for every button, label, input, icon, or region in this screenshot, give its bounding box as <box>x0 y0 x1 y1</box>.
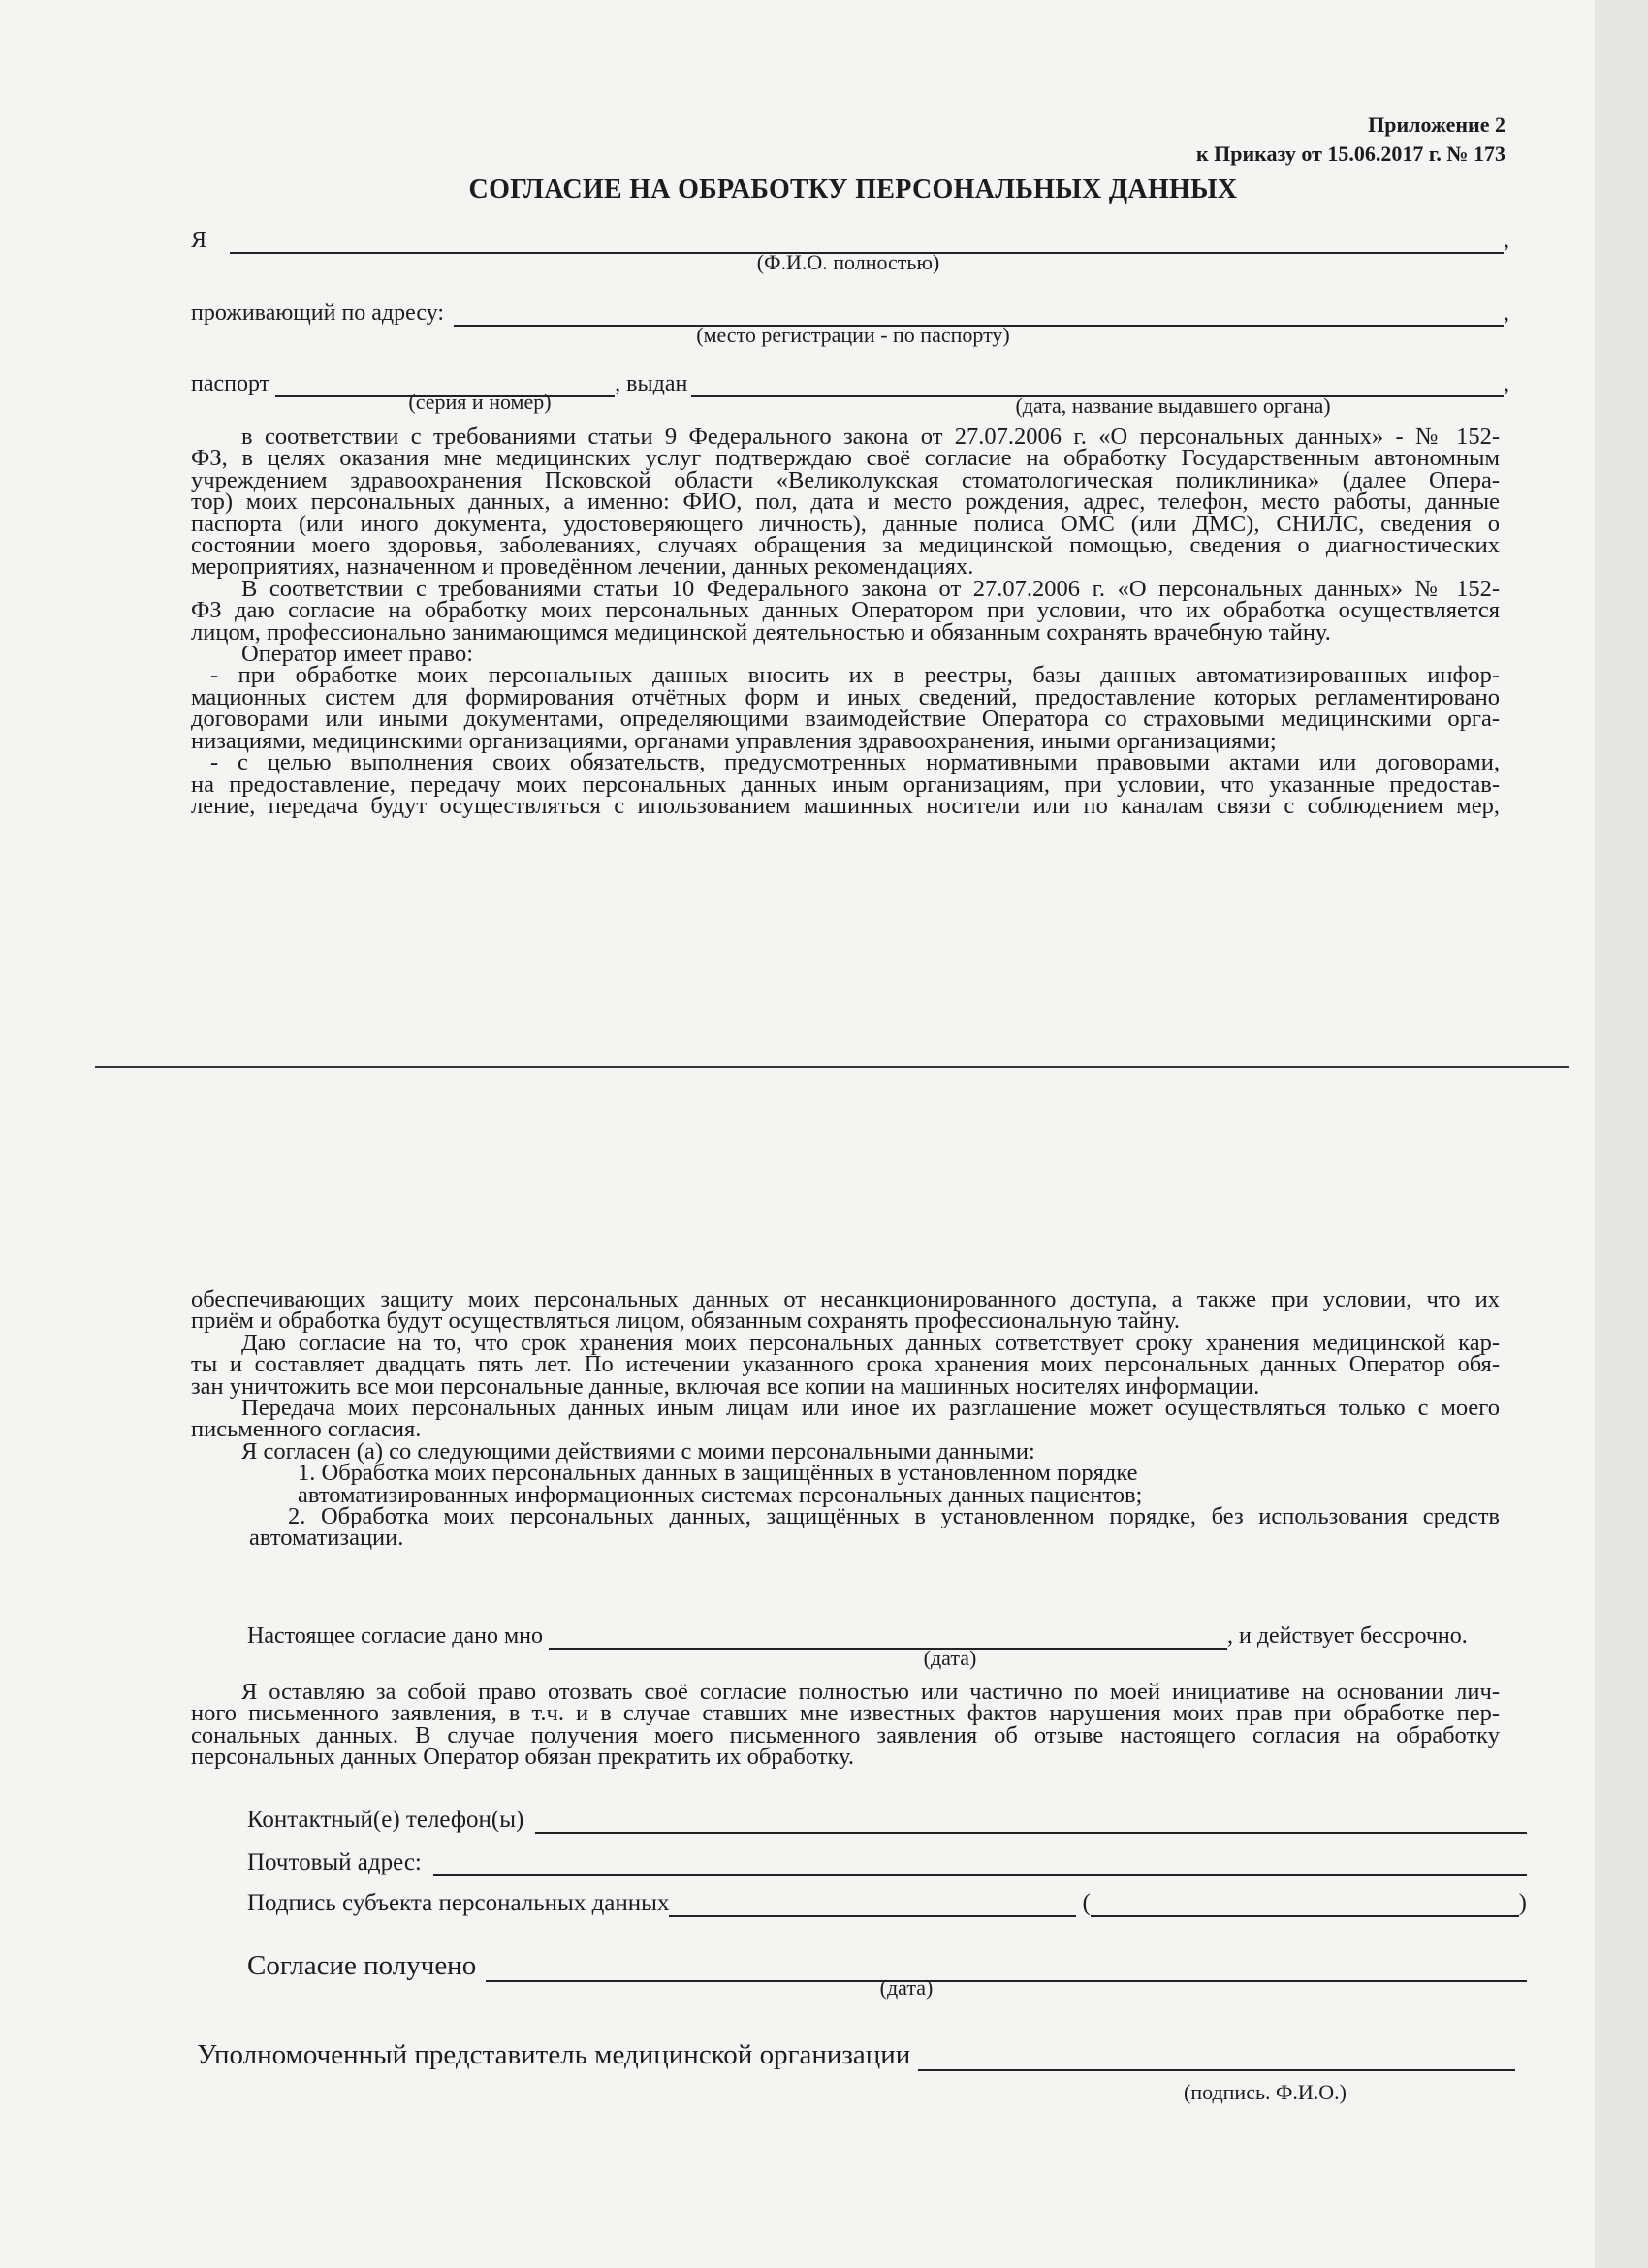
subject-name-input-line[interactable] <box>1091 1894 1519 1917</box>
postal-address-input-line[interactable] <box>433 1853 1527 1876</box>
name-caption: (Ф.И.О. полностью) <box>756 250 940 274</box>
agreed-actions-heading: Я согласен (а) со следующими действиями с моими персональными данными: <box>241 1437 1035 1465</box>
issued-label: , выдан <box>615 371 688 396</box>
received-date-caption: (дата) <box>879 1975 934 2000</box>
disclosure-paragraph: Передача моих персональных данных иным лицам или иное их разглашение может осуществляться только с моего <box>241 1395 1500 1422</box>
representative-caption: (подпись. Ф.И.О.) <box>1184 2080 1347 2104</box>
passport-caption: (серия и номер) <box>408 390 552 414</box>
medical-secret-paragraph: В соответствии с требованиями статьи 10 Федерального закона от 27.07.2006 г. «О персональных данных» № 152- <box>241 575 1500 602</box>
representative-label: Уполномоченный представитель медицинской организации <box>197 2039 911 2070</box>
legal-basis-paragraph: в соответствии с требованиями статьи 9 Федерального закона от 27.07.2006 г. «О персональных данных» - № 152- <box>241 424 1500 450</box>
document-title: СОГЛАСИЕ НА ОБРАБОТКУ ПЕРСОНАЛЬНЫХ ДАННЫХ <box>468 174 1238 205</box>
agreed-action-1: 1. Обработка моих персональных данных в защищённых в установленном порядке автоматизированных информационных системах персональных данных пациентов; <box>298 1460 1143 1508</box>
representative-row <box>197 2039 1515 2071</box>
passport-comma: , <box>1504 371 1509 396</box>
postal-field-row <box>247 1849 1527 1876</box>
operator-right-registries: - при обработке моих персональных данных вносить их в реестры, базы данных автоматизированных инфор- <box>210 662 1500 689</box>
subject-signature-row <box>247 1890 1527 1917</box>
consent-received-label: Согласие получено <box>247 1950 477 1981</box>
phone-label: Контактный(е) телефон(ы) <box>247 1807 524 1833</box>
open-paren: ( <box>1082 1890 1091 1916</box>
consent-given-suffix: , и действует бессрочно. <box>1226 1623 1468 1649</box>
consent-body-top: в соответствии с требованиями статьи 9 Федерального закона от 27.07.2006 г. «О персональных данных» - № 152- ФЗ, в целях оказания мне медицинских услуг подтверждаю своё согласие на обработку Государственным автономным учреждением здравоохранения Псковской области «Великолукская стоматологическая поликлиника» (далее Опера- тор) моих персональных данных, а именно: ФИО, пол, дата и место рождения, адрес, телефон, место работы, данные паспорта (или иного документа, удостоверяющего личность), данные полиса ОМС (или ДМС), СНИЛС, сведения о состоянии моего здоровья, заболеваниях, случаях обращения за медицинской помощью, сведения о диагностических мероприятиях, назначенном и проведённом лечении, данных рекомендациях. В соответствии с требованиями статьи 10 Федерального закона от 27.07.2006 г. «О персональных данных» № 152- ФЗ даю согласие на обработку моих персональных данных Оператором при условии, что их обработка осуществляется лицом, профессионально занимающимся медицинской деятельностью и обязанным сохранять врачебную тайну. Оператор имеет право: - при обработке моих персональных данных вносить их в реестры, базы данных автоматизированных инфор- мационных систем для формирования отчётных форм и иных сведений, предоставление которых регламентировано договорами или иными документами, определяющими взаимодействие Оператора со страховыми медицинскими орга- низациями, медицинскими организациями, органами управления здравоохранения, иными организациями; - с целью выполнения своих обязательств, предусмотренных нормативными правовыми актами или договорами, на предоставление, передачу моих персональных данных иным организациям, при условии, что указанные предостав- ление, передача будут осуществляться с ипользованием машинных носители или по каналам связи с соблюдением мер, <box>191 424 1500 819</box>
consent-date-row <box>247 1621 1527 1650</box>
appendix-number: Приложение 2 <box>1368 112 1505 137</box>
address-caption: (место регистрации - по паспорту) <box>696 323 1010 347</box>
postal-address-label: Почтовый адрес: <box>247 1849 422 1875</box>
consent-date-input-line[interactable] <box>549 1626 1227 1650</box>
issued-caption: (дата, название выдавшего органа) <box>1015 394 1331 418</box>
agreed-action-2: 2. Обработка моих персональных данных, защищённых в установленном порядке, без использования средств <box>288 1503 1500 1530</box>
consent-body-bottom: обеспечивающих защиту моих персональных данных от несанкционированного доступа, а также при условии, что их приём и обработка будут осуществляться лицом, обязанным сохранять профессиональную тайну. Даю согласие на то, что срок хранения моих персональных данных сответствует сроку хранения медицинской кар- ты и составляет двадцать пять лет. По истечении указанного срока хранения моих персональных данных Оператор обя- зан уничтожить все мои персональные данные, включая все копии на машинных носителях информации. Передача моих персональных данных иным лицам или иное их разглашение может осуществляться только с моего письменного согласия. Я согласен (а) со следующими действиями с моими персональными данными: 1. Обработка моих персональных данных в защищённых в установленном порядке автоматизированных информационных системах персональных данных пациентов; 2. Обработка моих персональных данных, защищённых в установленном порядке, без использования средств автоматизации. <box>191 1286 1500 1552</box>
operator-rights-heading: Оператор имеет право: <box>241 641 474 668</box>
received-date-input-line[interactable] <box>486 1959 1527 1982</box>
operator-right-transfer: - с целью выполнения своих обязательств, предусмотренных нормативными правовыми актами или договорами, <box>210 749 1500 776</box>
subject-signature-label: Подпись субъекта персональных данных <box>247 1890 670 1916</box>
phone-input-line[interactable] <box>535 1811 1527 1834</box>
protection-paragraph: обеспечивающих защиту моих персональных данных от несанкционированного доступа, а также при условии, что их приём и обработка будут осуществляться лицом, обязанным сохранять профессиональную тайну. <box>191 1286 1500 1335</box>
address-comma: , <box>1504 300 1509 326</box>
name-comma: , <box>1504 228 1509 253</box>
passport-label: паспорт <box>191 371 270 396</box>
address-label: проживающий по адресу: <box>191 300 445 326</box>
order-reference: к Приказу от 15.06.2017 г. № 173 <box>1195 142 1505 166</box>
storage-period-paragraph: Даю согласие на то, что срок хранения моих персональных данных сответствует сроку хранения медицинской кар- <box>241 1329 1500 1356</box>
name-prefix: Я <box>191 228 207 253</box>
subject-signature-input-line[interactable] <box>669 1894 1076 1917</box>
consent-given-label: Настоящее согласие дано мно <box>247 1623 543 1649</box>
revocation-paragraph: Я оставляю за собой право отозвать своё согласие полностью или частично по моей инициативе на основании лич- ного письменного заявления, в т.ч. и в случае ставших мне известных фактов нарушения моих прав при обработке пер- сональных данных. В случае получения моего письменного заявления об отзыве настоящего согласия на обработку персональных данных Оператор обязан прекратить их обработку. <box>191 1679 1500 1771</box>
consent-date-caption: (дата) <box>923 1646 977 1670</box>
phone-field-row <box>247 1807 1527 1834</box>
close-paren: ) <box>1518 1890 1527 1916</box>
representative-signature-input-line[interactable] <box>918 2048 1515 2071</box>
fold-divider <box>95 1066 1569 1068</box>
